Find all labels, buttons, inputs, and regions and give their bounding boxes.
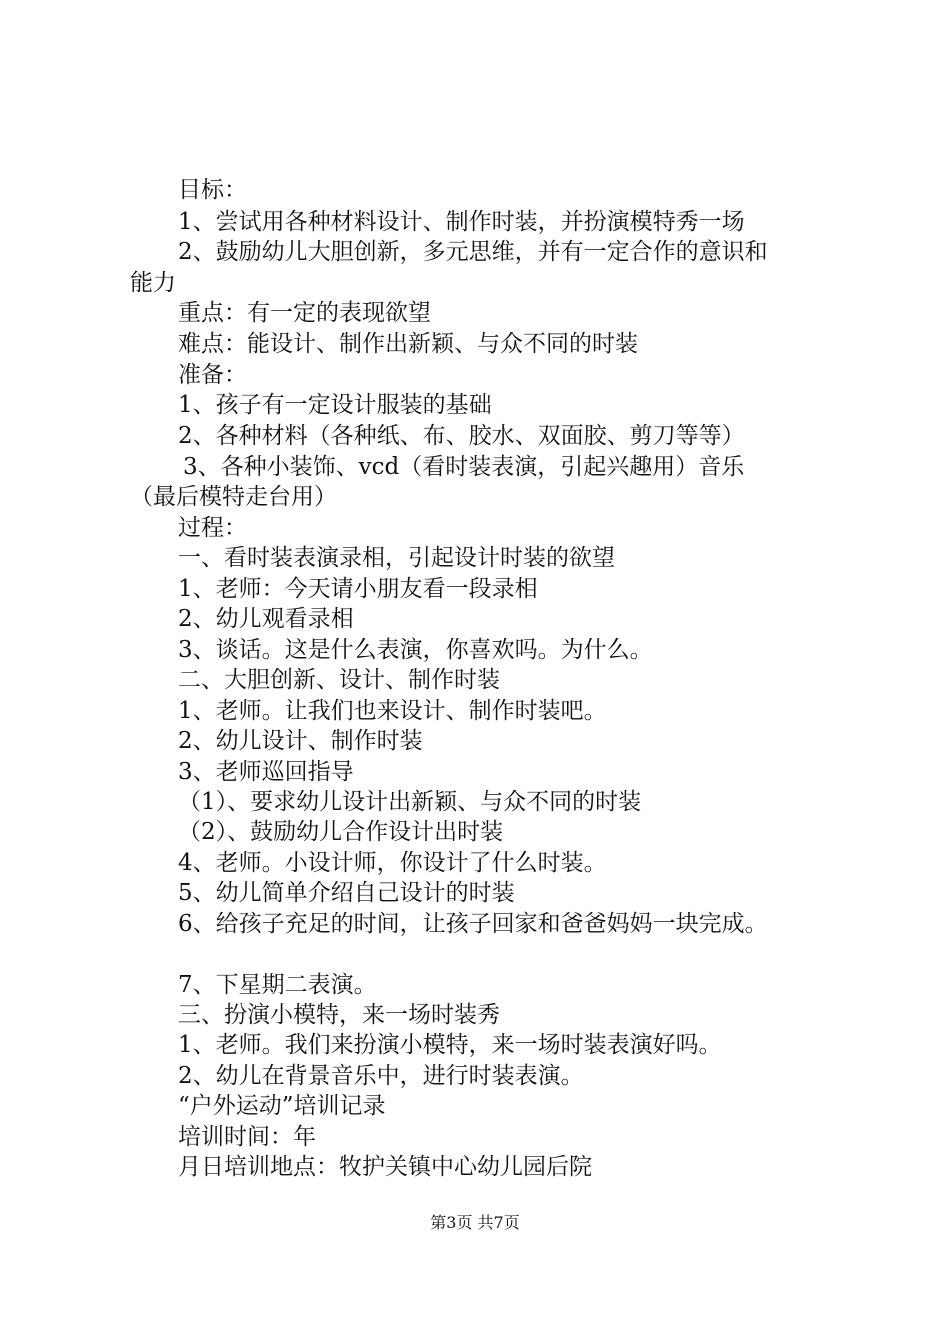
text-line: 2、各种材料（各种纸、布、胶水、双面胶、剪刀等等） [178,423,745,449]
text-line: （1）、要求幼儿设计出新颖、与众不同的时装 [178,789,642,815]
text-line: 能力 [130,270,176,296]
text-line: 7、下星期二表演。 [178,972,377,998]
text-line: 准备： [178,362,247,388]
text-line: （2）、鼓励幼儿合作设计出时装 [178,819,504,845]
text-line: （最后模特走台用） [130,484,337,510]
text-line: 3、老师巡回指导 [178,759,354,785]
text-line: 二、大胆创新、设计、制作时装 [178,667,500,693]
text-line: 过程： [178,515,247,541]
text-line: 1、尝试用各种材料设计、制作时装，并扮演模特秀一场 [178,209,745,235]
text-line: 4、老师。小设计师，你设计了什么时装。 [178,850,607,876]
text-line: 1、老师。我们来扮演小模特，来一场时装表演好吗。 [178,1032,722,1058]
text-line: 培训时间：年 [178,1124,316,1150]
text-line: 月日培训地点：牧护关镇中心幼儿园后院 [178,1154,592,1180]
text-line: 1、孩子有一定设计服装的基础 [178,392,492,418]
text-line: 5、幼儿简单介绍自己设计的时装 [178,880,515,906]
text-line: 3、谈话。这是什么表演，你喜欢吗。为什么。 [178,637,653,663]
text-line: 2、幼儿设计、制作时装 [178,728,423,754]
text-line: 2、幼儿观看录相 [178,606,354,632]
text-line: “户外运动”培训记录 [178,1093,386,1119]
text-line: 6、给孩子充足的时间，让孩子回家和爸爸妈妈一块完成。 [178,911,768,937]
text-line: 目标： [178,177,247,203]
text-line: 2、幼儿在背景音乐中，进行时装表演。 [178,1063,584,1089]
text-line: 1、老师。让我们也来设计、制作时装吧。 [178,698,607,724]
page-number-footer: 第3页 共7页 [430,1213,520,1232]
text-line: 重点：有一定的表现欲望 [178,300,431,326]
text-line: 1、老师：今天请小朋友看一段录相 [178,576,538,602]
text-line: 3、各种小装饰、vcd（看时装表演，引起兴趣用）音乐 [183,454,745,480]
text-line: 三、扮演小模特，来一场时装秀 [178,1002,500,1028]
text-line: 难点：能设计、制作出新颖、与众不同的时装 [178,331,638,357]
text-line: 一、看时装表演录相，引起设计时装的欲望 [178,545,615,571]
text-line: 2、鼓励幼儿大胆创新，多元思维，并有一定合作的意识和 [178,239,768,265]
